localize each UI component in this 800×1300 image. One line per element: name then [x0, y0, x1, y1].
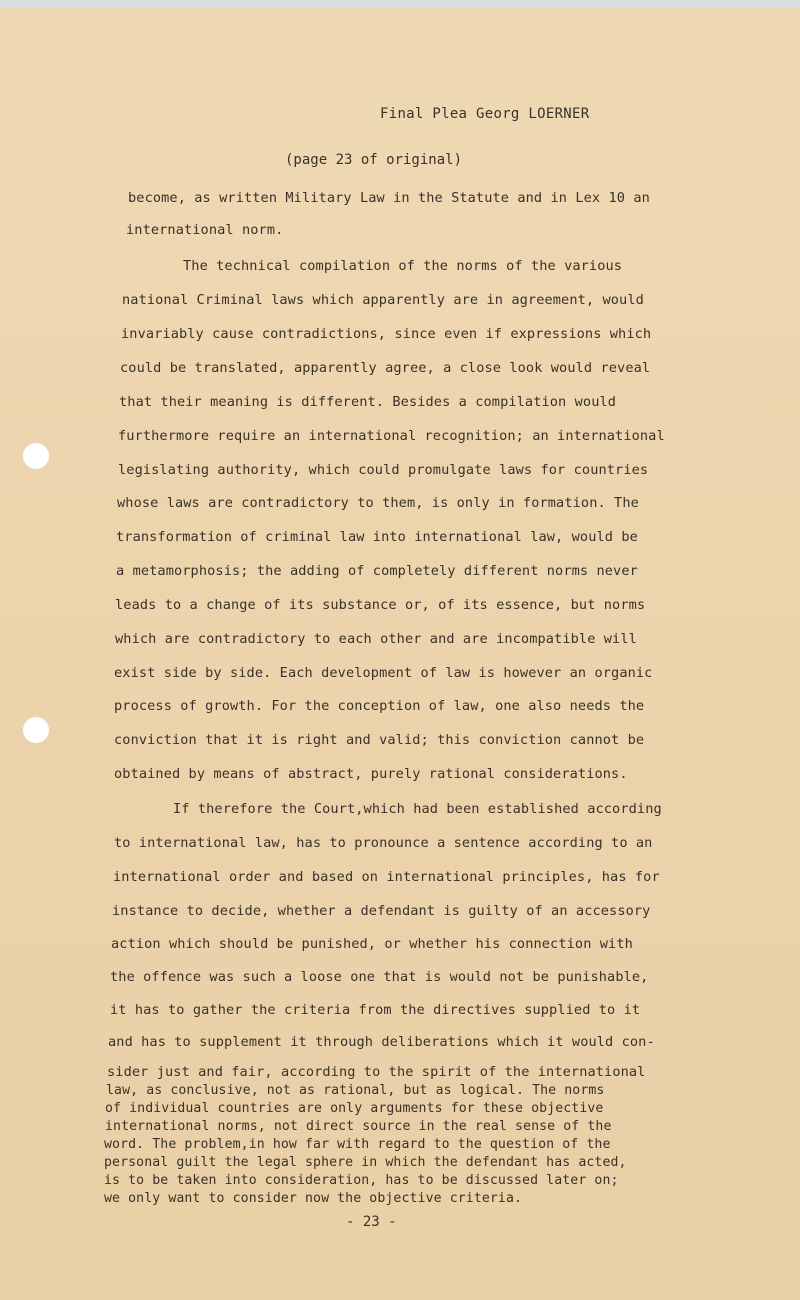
- text-line: conviction that it is right and valid; this conviction cannot be: [114, 732, 645, 748]
- page-number: - 23 -: [346, 1214, 397, 1230]
- document-header-title: Final Plea Georg LOERNER: [380, 106, 590, 122]
- text-line: international norms, not direct source in the real sense of the: [105, 1119, 612, 1134]
- text-line: transformation of criminal law into international law, would be: [116, 529, 638, 545]
- text-line: whose laws are contradictory to them, is only in formation. The: [117, 495, 639, 511]
- text-line: law, as conclusive, not as rational, but as logical. The norms: [106, 1083, 605, 1098]
- text-line: is to be taken into consideration, has to be discussed later on;: [104, 1173, 619, 1188]
- text-line: which are contradictory to each other and are incompatible will: [115, 631, 637, 647]
- text-line: could be translated, apparently agree, a close look would reveal: [120, 360, 651, 376]
- text-line: become, as written Military Law in the Statute and in Lex 10 an: [128, 190, 650, 206]
- text-line: invariably cause contradictions, since even if expressions which: [121, 326, 652, 342]
- text-line: exist side by side. Each development of law is however an organic: [114, 665, 653, 681]
- punch-hole-lower: [23, 717, 49, 743]
- page-top-edge: [0, 0, 800, 8]
- text-line: If therefore the Court,which had been established according: [173, 801, 662, 817]
- text-line: of individual countries are only arguments for these objective: [105, 1101, 604, 1116]
- text-line: obtained by means of abstract, purely rational considerations.: [114, 766, 628, 782]
- text-line: legislating authority, which could promulgate laws for countries: [118, 462, 649, 478]
- text-line: to international law, has to pronounce a sentence according to an: [114, 835, 653, 851]
- text-line: international norm.: [126, 222, 284, 238]
- text-line: the offence was such a loose one that is would not be punishable,: [110, 969, 649, 985]
- original-page-note: (page 23 of original): [285, 152, 463, 168]
- text-line: a metamorphosis; the adding of completely different norms never: [116, 563, 638, 579]
- text-line: personal guilt the legal sphere in which the defendant has acted,: [104, 1155, 627, 1170]
- text-line: furthermore require an international recognition; an international: [118, 428, 665, 444]
- text-line: national Criminal laws which apparently are in agreement, would: [122, 292, 644, 308]
- text-line: leads to a change of its substance or, of its essence, but norms: [115, 597, 646, 613]
- text-line: instance to decide, whether a defendant is guilty of an accessory: [112, 903, 651, 919]
- text-line: and has to supplement it through deliberations which it would con-: [108, 1034, 655, 1050]
- text-line: sider just and fair, according to the spirit of the international: [107, 1064, 646, 1080]
- text-line: that their meaning is different. Besides a compilation would: [119, 394, 617, 410]
- text-line: we only want to consider now the objective criteria.: [104, 1191, 523, 1206]
- text-line: action which should be punished, or whether his connection with: [111, 936, 633, 952]
- text-line: process of growth. For the conception of law, one also needs the: [114, 698, 645, 714]
- text-line: The technical compilation of the norms of the various: [183, 258, 623, 274]
- text-line: international order and based on international principles, has for: [113, 869, 660, 885]
- punch-hole-upper: [23, 443, 49, 469]
- text-line: it has to gather the criteria from the directives supplied to it: [110, 1002, 641, 1018]
- text-line: word. The problem,in how far with regard to the question of the: [104, 1137, 611, 1152]
